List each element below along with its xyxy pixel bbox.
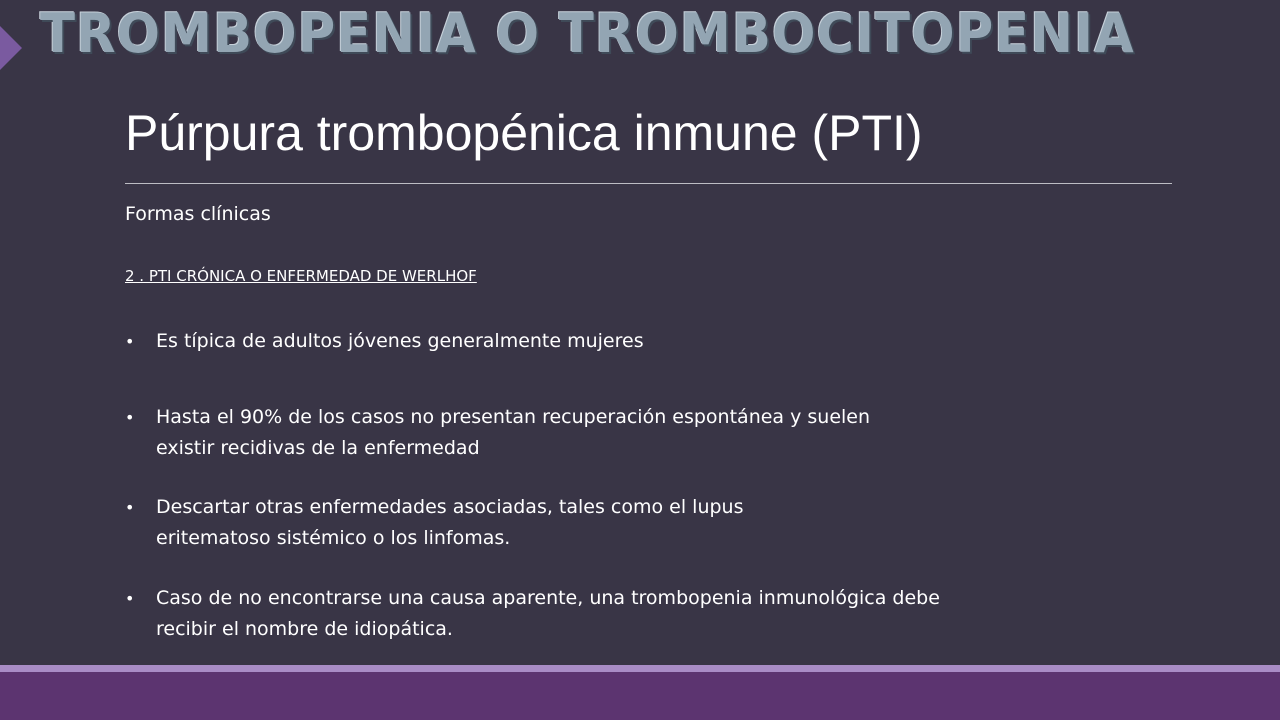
section-heading: 2 . PTI CRÓNICA O ENFERMEDAD DE WERLHOF [125, 267, 477, 285]
slide-title: TROMBOPENIA O TROMBOCITOPENIA [40, 2, 1135, 65]
bullet-text: recibir el nombre de idiopática. [156, 618, 453, 640]
bullet-text: Hasta el 90% de los casos no presentan recuperación espontánea y suelen [156, 406, 871, 428]
title-divider [125, 183, 1172, 184]
footer-band [0, 672, 1280, 720]
slide-subtitle: Púrpura trombopénica inmune (PTI) [125, 105, 923, 161]
bullet-text: eritematoso sistémico o los linfomas. [156, 527, 511, 549]
footer-accent-stripe [0, 665, 1280, 672]
bullet-item [125, 492, 744, 554]
bullet-dot: • [125, 498, 135, 517]
bullet-text: existir recidivas de la enfermedad [156, 437, 480, 459]
bullet-item [125, 326, 644, 357]
bullet-dot: • [125, 332, 135, 351]
bullet-item [125, 402, 870, 464]
title-marker-triangle [0, 26, 22, 70]
bullet-text: Es típica de adultos jóvenes generalmente mujeres [156, 330, 644, 352]
section-label: Formas clínicas [125, 203, 271, 225]
bullet-text: Caso de no encontrarse una causa aparente, una trombopenia inmunológica debe [156, 587, 940, 609]
bullet-item [125, 583, 940, 645]
bullet-dot: • [125, 589, 135, 608]
bullet-dot: • [125, 408, 135, 427]
bullet-text: Descartar otras enfermedades asociadas, tales como el lupus [156, 496, 744, 518]
